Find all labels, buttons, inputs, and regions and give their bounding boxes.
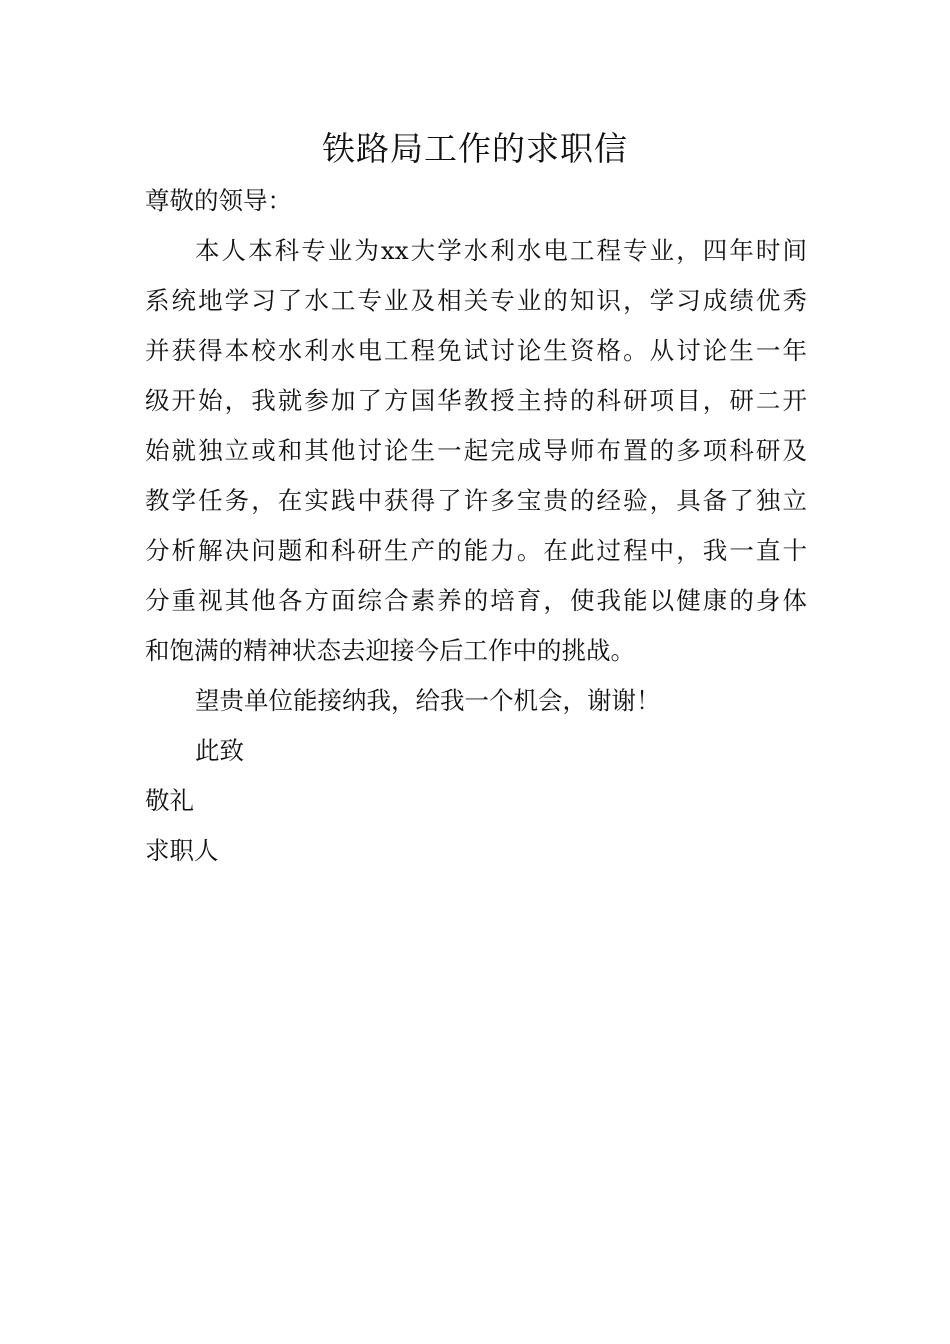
paragraph-line: 教学任务，在实践中获得了许多宝贵的经验，具备了独立 — [145, 486, 807, 515]
signature-label: 求职人 — [145, 836, 219, 865]
paragraph-line: 系统地学习了水工专业及相关专业的知识，学习成绩优秀 — [145, 286, 807, 315]
paragraph-line: 始就独立或和其他讨论生一起完成导师布置的多项科研及 — [145, 436, 807, 465]
paragraph-line: 和饱满的精神状态去迎接今后工作中的挑战。 — [145, 636, 635, 665]
paragraph-line: 分重视其他各方面综合素养的培育，使我能以健康的身体 — [145, 586, 807, 615]
closing-phrase-2: 敬礼 — [145, 786, 194, 815]
salutation: 尊敬的领导： — [145, 186, 292, 215]
closing-phrase-1: 此致 — [195, 736, 244, 765]
paragraph-line: 本人本科专业为xx大学水利水电工程专业，四年时间 — [195, 236, 807, 265]
document-title: 铁路局工作的求职信 — [322, 129, 628, 168]
letter-body — [145, 176, 807, 876]
paragraph-line: 级开始，我就参加了方国华教授主持的科研项目，研二开 — [145, 386, 807, 415]
closing-request: 望贵单位能接纳我，给我一个机会，谢谢！ — [195, 686, 661, 715]
paragraph-line: 并获得本校水利水电工程免试讨论生资格。从讨论生一年 — [145, 336, 807, 365]
paragraph-line: 分析解决问题和科研生产的能力。在此过程中，我一直十 — [145, 536, 807, 565]
